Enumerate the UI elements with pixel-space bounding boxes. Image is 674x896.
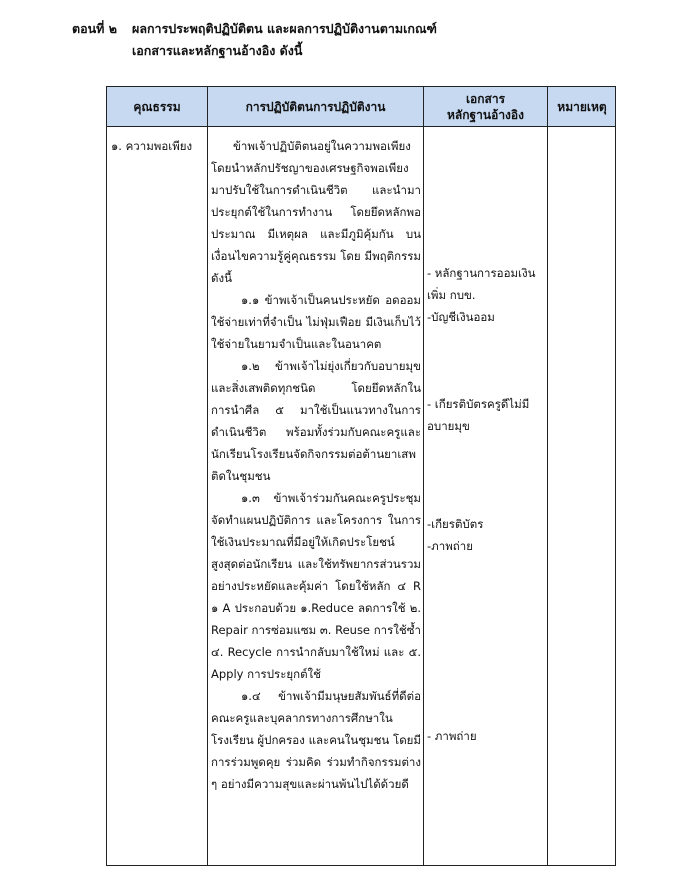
virtue-table (106, 86, 616, 866)
header-remarks: หมายเหตุ (557, 100, 607, 114)
practice-intro: ข้าพเจ้าปฏิบัติตนอยู่ในความพอเพียง โดยนำหลักปรัชญาของเศรษฐกิจพอเพียงมาปรับใช้ในการดำเนินชีวิต และนำมาประยุกต์ใช้ในการทำงาน โดยยึดหลักพอประมาณ มีเหตุผล และมีภูมิคุ้มกัน บนเงื่อนไขความรู้คู่คุณธรรม โดย มีพฤติกรรมดังนี้ (211, 139, 421, 285)
documents-cell (427, 135, 545, 835)
column-divider (547, 87, 548, 865)
practice-item: ๑.๓ ข้าพเจ้าร่วมกันคณะครูประชุมจัดทำแผนปฏิบัติการ และโครงการ ในการใช้เงินประมาณที่มีอยู่ให้เกิดประโยชน์สูงสุดต่อนักเรียน และใช้ทรัพยากรส่วนรวมอย่างประหยัดและคุ้มค่า โดยใช้หลัก ๔ R ๑ A ประกอบด้วย ๑.Reduce ลดการใช้ ๒. Repair การซ่อมแซม ๓. Reuse การใช้ซ้ำ ๔. Recycle การนำกลับมาใช้ใหม่ และ ๕. Apply การประยุกต์ใช้ (211, 491, 421, 681)
reference-item: -เกียรติบัตร -ภาพถ่าย (427, 517, 484, 553)
reference-item: - เกียรติบัตรครูดีไม่มีอบายมุข (427, 397, 530, 433)
section-heading (72, 18, 437, 62)
section-label: ตอนที่ ๒ (72, 21, 118, 36)
practice-cell (211, 135, 421, 795)
column-divider (207, 87, 208, 865)
practice-item: ๑.๔ ข้าพเจ้ามีมนุษยสัมพันธ์ที่ดีต่อคณะครูและบุคลากรทางการศึกษาในโรงเรียน ผู้ปกครอง และคนในชุมชน โดยมีการร่วมพูดคุย ร่วมคิด ร่วมทำกิจกรรมต่าง ๆ อย่างมีความสุขและผ่านพ้นไปได้ด้วยดี (211, 689, 421, 791)
practice-item: ๑.๑ ข้าพเจ้าเป็นคนประหยัด อดออม ใช้จ่ายเท่าที่จำเป็น ไม่ฟุ่มเฟือย มีเงินเก็บไว้ใช้จ่ายในยามจำเป็นและในอนาคต (211, 293, 421, 351)
header-practice: การปฏิบัติตนการปฏิบัติงาน (245, 100, 386, 114)
section-title: ผลการประพฤติปฏิบัติตน และผลการปฏิบัติงานตามเกณฑ์ (132, 21, 437, 36)
header-documents: เอกสาร หลักฐานอ้างอิง (447, 92, 524, 122)
virtue-name: ๑. ความพอเพียง (111, 139, 193, 153)
heading-line-1 (72, 18, 437, 40)
practice-item: ๑.๒ ข้าพเจ้าไม่ยุ่งเกี่ยวกับอบายมุขและสิ่งเสพติดทุกชนิด โดยยึดหลักในการนำศีล ๕ มาใช้เป็นแนวทางในการดำเนินชีวิต พร้อมทั้งร่วมกับคณะครูและนักเรียนโรงเรียนจัดกิจกรรมต่อต้านยาเสพติดในชุมชน (211, 359, 421, 483)
reference-item: - ภาพถ่าย (427, 729, 477, 743)
header-virtue: คุณธรรม (133, 100, 181, 114)
reference-item: - หลักฐานการออมเงิน เพิ่ม กบข. -บัญชีเงินออม (427, 266, 536, 324)
column-divider (423, 87, 424, 865)
section-subtitle: เอกสารและหลักฐานอ้างอิง ดังนี้ (132, 43, 303, 58)
